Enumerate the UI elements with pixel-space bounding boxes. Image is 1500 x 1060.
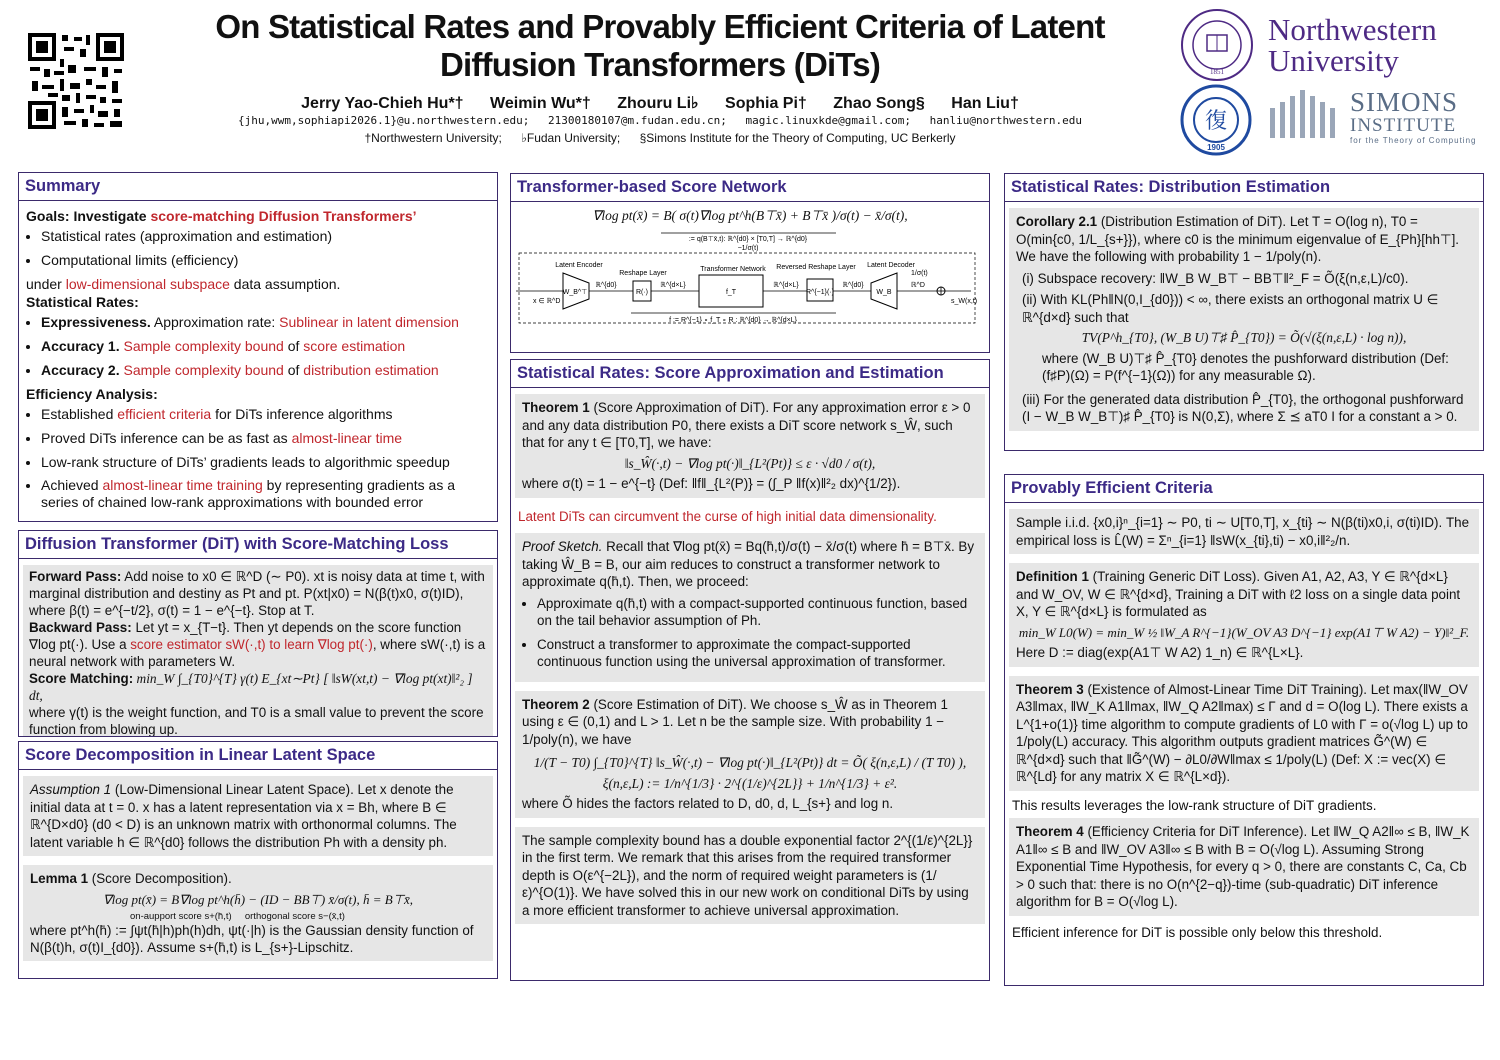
corollary-item: (ii) With KL(Ph‖N(0,I_{d0})) < ∞, there exists an orthogonal matrix U ∈ ℝ^{d×d} such that [1022,292,1439,325]
rd0b-label: ℝ^{d0} [842,282,864,289]
author: Weimin Wu*† [490,95,591,112]
panel-title: Score Decomposition in Linear Latent Space [19,742,497,770]
list-item: • Accuracy 1. Sample complexity bound of score estimation [41,337,490,355]
sigma-label: 1/σ(t) [911,270,928,277]
list-item: • Achieved almost-linear time training by representing gradients as a series of chained low-rank approximations with bounded error [41,477,490,511]
reshape-box: R(·) [635,289,649,296]
corollary-item: (iii) For the generated data distribution P̂_{T0}, the orthogonal pushforward (I − W_B W_B⊤)♯ P̂_{T0} is N(0,Σ), where Σ ⪯ aT0 I for a constant a > 0. [1022,391,1464,424]
logo-line: INSTITUTE [1350,115,1457,136]
brace-label: := q(B⊤x̄,t): ℝ^{d0} × [T0,T] → ℝ^{d0} [688,236,808,243]
email: hanliu@northwestern.edu [929,114,1082,127]
theorem-equation: ξ(n,ε,L) := 1/n^{1/3} · 2^{(1/ε)^{2L}} + 1/n^{1/3} + ε². [602,775,898,791]
rinv-box: R^{−1}(·) [806,289,834,296]
qr-code[interactable] [28,33,124,129]
logo-line: University [1268,43,1399,78]
list-item: • Established efficient criteria for DiTs inference algorithms [41,405,490,423]
list-item: • Expressiveness. Approximation rate: Sublinear in latent dimension [41,313,490,331]
author: Zhouru Li♭ [617,95,699,112]
latent-encoder-label: Latent Encoder [555,262,603,269]
assumption-text: (Low-Dimensional Linear Latent Space). Let x denote the initial data at t = 0. x has a latent representation via x = Bh, where B ∈ ℝ^{D×d0} (d0 < D) is an unknown matrix with orthonormal columns. The latent variable h ∈ ℝ^{d0} follows the distribution Ph with a density ph. [30,782,457,850]
distribution-rates-panel: Statistical Rates: Distribution Estimation Corollary 2.1 (Distribution Estimation of DiT). Let T = O(log n), T0 = O(min{c0, 1/L_{s+}}), where c0 is the minimum eigenvalue of E_{Ph}[hh⊤]. We have the following with probability 1 − 1/poly(n). (i) Subspace recovery: ‖W_B W_B⊤ − BB⊤‖²_F = Õ(ξ(n,ε,L)/c0). (ii) With KL(Ph‖N(0,I_{d0})) < ∞, there exists an orthogonal matrix U ∈ ℝ^{d×d} such that TV(P^h_{T0}, (W_B U)⊤♯ P̂_{T0}) = Õ(√(ξ(n,ε,L) · log n)), where (W_B U)⊤♯ P̂_{T0} denotes the pushforward distribution (Def: (f♯P)(Ω) = P(f^{−1}(Ω)) for any measurable Ω). (iii) For the generated data distribution P̂_{T0}, the orthogonal pushforward (I − W_B W_B⊤)♯ P̂_{T0} is N(0,Σ), where Σ ⪯ aT0 I for a constant a > 0. [1004,173,1484,451]
affiliation: ♭Fudan University; [521,131,621,145]
transformer-label: Transformer Network [700,266,766,273]
highlight-line: Latent DiTs can circumvent the curse of high initial data dimensionality. [518,508,937,524]
reversed-reshape-label: Reversed Reshape Layer [776,264,856,271]
theorem-tail: where σ(t) = 1 − e^{−t} (Def: ‖f‖_{L²(P)} = (∫_P ‖f(x)‖²₂ dx)^{1/2}). [522,476,901,491]
simons-logo-icon [1268,88,1340,148]
goals-line: Goals: Investigate score-matching Diffusion Transformers’ [26,208,417,224]
logo-line: SIMONS [1350,87,1459,117]
theorem-note: Efficient inference for DiT is possible only below this threshold. [1012,924,1383,940]
affiliation-list [150,131,1170,145]
email: 21300180107@m.fudan.edu.cn; [548,114,727,127]
latent-decoder-label: Latent Decoder [867,262,915,269]
network-equation: ∇log pt(x̄) = B( σ(t)∇log pt^h(B⊤x̄) + B⊤x̄ )/σ(t) − x̄/σ(t), [592,208,908,223]
panel-title: Summary [19,173,497,201]
list-item: • Approximate q(h̄,t) with a compact-supported continuous function, based on the tail behavior assumption of Ph. [537,595,978,630]
definition-equation: min_W L0(W) = min_W ½ ‖W_A R^{−1}(W_OV A3 D^{−1} exp(A1⊤ W A2) − Y)‖²_F. [1018,624,1470,640]
minus-label: −1/σ(t) [737,245,759,252]
under-line: under low-dimensional subspace data assumption. [26,276,341,292]
network-panel [510,173,990,353]
backward-pass: Backward Pass: Let yt = x_{T−t}. Then yt depends on the score function ∇log pt(·). Use a score estimator sW(·,t) to learn ∇log pt(·), where sW(·,t) is a neural network with parameters W. [29,620,486,669]
affiliation: §Simons Institute for the Theory of Computing, UC Berkerly [639,131,956,145]
sample-box: Sample i.i.d. {x0,i}ⁿ_{i=1} ∼ P0, ti ∼ U[T0,T], x_{ti} ∼ N(β(ti)x0,i, σ(ti)ID). The empirical loss is L̂(W) = Σⁿ_{i=1} ‖sW(x_{ti},ti) − x0,i‖²₂/n. [1009,509,1479,554]
input-label: x ∈ ℝ^D [533,298,561,305]
northwestern-logo [1268,14,1437,76]
criteria-panel: Provably Efficient Criteria Sample i.i.d. {x0,i}ⁿ_{i=1} ∼ P0, ti ∼ U[T0,T], x_{ti} ∼ N(β(ti)x0,i, σ(ti)ID). The empirical loss is L̂(W) = Σⁿ_{i=1} ‖sW(x_{ti},ti) − x0,i‖²₂/n. Definition 1 (Training Generic DiT Loss). Given A1, A2, A3, Y ∈ ℝ^{d×L} and W_OV, W ∈ ℝ^{d×d}, Training a DiT with ℓ2 loss on a single data point X, Y ∈ ℝ^{d×L} is formulated as min_W L0(W) = min_W ½ ‖W_A R^{−1}(W_OV A3 D^{−1} exp(A1⊤ W A2) − Y)‖²_F. Here D := diag(exp(A1⊤ W A2) 1_n) ∈ ℝ^{L×L}. Theorem 3 (Existence of Almost-Linear Time DiT Training). Let max(‖W_OV A3‖max, ‖W_K A1‖max, ‖W_Q A2‖max) ≤ Γ and d = O(log L). There exists a L^{1+o(1)} time algorithm to compute gradients of L0 with Γ = o(√log L) up to 1/poly(L) accuracy. This algorithm outputs gradient matrices G̃^(W) ∈ ℝ^{d×d} such that ‖G̃^(W) − ∂L0/∂W‖max ≤ 1/poly(L) (Def: X := vec(X) ∈ ℝ^{Ld} for any matrix X ∈ ℝ^{L×d}). This results leverages the low-rank structure of DiT gradients. Theorem 4 (Efficiency Criteria for DiT Inference). Let ‖W_Q A2‖∞ ≤ B, ‖W_K A1‖∞ ≤ B and ‖W_OV A3‖∞ ≤ B with B = O(√log L). Assuming Strong Exponential Time Hypothesis, for every q > 0, there are constants C, Ca, Cb > 0 such that: there is no O(n^{2−q})-time (sub-quadratic) DiT inference algorithm for B = O(√log L). Efficient inference for DiT is possible only below this threshold. [1004,474,1484,986]
bottom-brace-label: f := R^{−1} ∘ f_T ∘ R : ℝ^{d0} → ℝ^{d×L} [669,317,797,324]
forward-pass: Forward Pass: Add noise to x0 ∈ ℝ^D (∼ P0). xt is noisy data at time t, with marginal distribution and destiny as Pt and pt. P(xt|x0) = N(β(t)x0, σ(t)ID), where β(t) = e^{−t/2}, σ(t) = 1 − e^{−t}. Stop at T. [29,569,485,618]
panel-title: Statistical Rates: Score Approximation and Estimation [511,360,989,388]
equation-annotations: on-aupport score s+(h̄,t) orthogonal score s−(x̄,t) [130,911,345,922]
panel-title: Statistical Rates: Distribution Estimation [1005,174,1483,202]
score-matching: Score Matching: min_W ∫_{T0}^{T} γ(t) E_{xt∼Pt} [ ‖sW(xt,t) − ∇log pt(xt)‖²₂ ] dt, [29,671,473,703]
dit-panel [18,530,498,737]
list-item: • Statistical rates (approximation and estimation) [41,227,490,245]
ft-box: f_T [725,289,737,296]
seal-year: 1905 [1207,143,1225,152]
theorem-equation: ‖s_Ŵ(·,t) − ∇log pt(·)‖_{L²(Pt)} ≤ ε · √d0 / σ(t), [624,455,876,471]
theorem-text: (Score Approximation of DiT). For any approximation error ε > 0 and any data distribution P0, there exists a DiT score network s_Ŵ, such that for any t ∈ [T0,T], we have: [522,400,971,450]
email: magic.linuxkde@gmail.com; [745,114,912,127]
email-list [150,114,1170,127]
logo-line: for the Theory of Computing [1350,136,1477,145]
lemma-tail: where pt^h(h̄) := ∫ψt(h̄|h)ph(h)dh, ψt(·|h) is the Gaussian density function of N(β(t)h, σ(t)I_{d0}). Assume s+(h̄,t) is L_{s+}-Lipschitz. [30,923,474,955]
list-item: • Construct a transformer to approximate the compact-supported continuous function using the universal approximation of transformer. [537,636,978,671]
author: Zhao Song§ [833,95,925,112]
seal-year: 1851 [1210,68,1224,76]
list-item: • Accuracy 2. Sample complexity bound of distribution estimation [41,361,490,379]
rdl-label: ℝ^{d×L} [660,282,686,289]
corollary-equation: TV(P^h_{T0}, (W_B U)⊤♯ P̂_{T0}) = Õ(√(ξ(n,ε,L) · log n)), [1081,330,1407,345]
panel-title: Transformer-based Score Network [511,174,989,202]
remark-box: The sample complexity bound has a double exponential factor 2^{(1/ε)^{2L}} in the first term. We remark that this arises from the required transformer depth is O(ε^{−2L}), and the norm of required weight parameters is (1/ε)^{O(1)}. We have solved this in our new work on conditional DiTs by using a more efficient transformer to achieve universal approximation. [515,827,985,925]
panel-title: Provably Efficient Criteria [1005,475,1483,503]
rd0-label: ℝ^{d0} [595,282,617,289]
affiliation: †Northwestern University; [364,131,502,145]
author: Sophia Pi† [725,95,807,112]
fudan-seal-icon [1180,84,1252,156]
corollary-item: (i) Subspace recovery: ‖W_B W_B⊤ − BB⊤‖²_F = Õ(ξ(n,ε,L)/c0). [1022,270,1409,286]
northwestern-seal-icon [1180,8,1254,82]
svg-text:復: 復 [1204,109,1228,134]
lemma-equation: ∇log pt(x̄) = B∇log pt^h(h̄) − (ID − BB⊤) x̄/σ(t), h̄ = B⊤x̄, [102,891,414,907]
corollary-item: where (W_B U)⊤♯ P̂_{T0} denotes the pushforward distribution (Def: (f♯P)(Ω) = P(f^{−1}(Ω)) for any measurable Ω). [1042,350,1449,383]
score-rates-panel: Statistical Rates: Score Approximation and Estimation Theorem 1 (Score Approximation of DiT). For any approximation error ε > 0 and any data distribution P0, there exists a DiT score network s_Ŵ, such that for any t ∈ [T0,T], we have: ‖s_Ŵ(·,t) − ∇log pt(·)‖_{L²(Pt)} ≤ ε · √d0 / σ(t), where σ(t) = 1 − e^{−t} (Def: ‖f‖_{L²(P)} = (∫_P ‖f(x)‖²₂ dx)^{1/2}). Latent DiTs can circumvent the curse of high initial data dimensionality. Proof Sketch. Recall that ∇log pt(x̄) = Bq(h̄,t)/σ(t) − x̄/σ(t) where h̄ = B⊤x̄. By taking Ŵ_B = B, our aim reduces to construct a transformer network to approximate q(h̄,t). Then, we proceed: • Approximate q(h̄,t) with a compact-supported continuous function, based on the tail behavior assumption of Ph. • Construct a transformer to approximate the compact-supported continuous function using the universal approximation of transformer. Theorem 2 (Score Estimation of DiT). We choose s_Ŵ as in Theorem 1 using ε ∈ (0,1) and L > 1. Let n be the sample size. With probability 1 − 1/poly(n), we have 1/(T − T0) ∫_{T0}^{T} ‖s_Ŵ(·,t) − ∇log pt(·)‖_{L²(Pt)} dt = Õ( ξ(n,ε,L) / (T T0) ), ξ(n,ε,L) := 1/n^{1/3} · 2^{(1/ε)^{2L}} + 1/n^{1/3} + ε². where Õ hides the factors related to D, d0, d, L_{s+} and log n. The sample complexity bound has a double exponential factor 2^{(1/ε)^{2L}} in the first term. We remark that this arises from the required transformer depth is O(ε^{−2L}), and the norm of required weight parameters is (1/ε)^{O(1)}. We have solved this in our new work on conditional DiTs by using a more efficient transformer to achieve universal approximation. [510,359,990,981]
encoder-label: W_B^⊤ [562,289,588,296]
theorem-tail: where Õ hides the factors related to D, d0, d, L_{s+} and log n. [522,796,894,811]
list-item: • Computational limits (efficiency) [41,251,490,269]
theorem-note: This results leverages the low-rank structure of DiT gradients. [1012,797,1377,813]
logo-line: Northwestern [1268,12,1437,47]
simons-logo [1350,88,1490,146]
author: Jerry Yao-Chieh Hu*† [301,95,464,112]
network-diagram [511,227,989,337]
rdl2-label: ℝ^{d×L} [773,282,799,289]
reshape-label: Reshape Layer [619,270,667,277]
definition-tail: Here D := diag(exp(A1⊤ W A2) 1_n) ∈ ℝ^{L×L}. [1016,645,1304,660]
author-list [150,93,1170,113]
theorem-equation: 1/(T − T0) ∫_{T0}^{T} ‖s_Ŵ(·,t) − ∇log pt(·)‖_{L²(Pt)} dt = Õ( ξ(n,ε,L) / (T T0) ), [533,755,967,770]
list-item: • Low-rank structure of DiTs’ gradients leads to algorithmic speedup [41,453,490,471]
poster-title: On Statistical Rates and Provably Efficient Criteria of Latent Diffusion Transformers (DiTs) [215,8,1105,83]
decomposition-panel: Score Decomposition in Linear Latent Space Assumption 1 (Low-Dimensional Linear Latent Space). Let x denote the initial data at t = 0. x has a latent representation via x = Bh, where B ∈ ℝ^{D×d0} (d0 < D) is an unknown matrix with orthonormal columns. The latent variable h ∈ ℝ^{d0} follows the distribution Ph with a density ph. Lemma 1 (Score Decomposition). ∇log pt(x̄) = B∇log pt^h(h̄) − (ID − BB⊤) x̄/σ(t), h̄ = B⊤x̄, on-aupport score s+(h̄,t) orthogonal score s−(x̄,t) where pt^h(h̄) := ∫ψt(h̄|h)ph(h)dh, ψt(·|h) is the Gaussian density function of N(β(t)h, σ(t)I_{d0}). Assume s+(h̄,t) is L_{s+}-Lipschitz. [18,741,498,979]
section-heading: Efficiency Analysis: [26,386,158,402]
rD-label: ℝ^D [911,282,925,289]
output-label: s_W(x,t) [951,298,978,305]
summary-panel [18,172,498,522]
author: Han Liu† [951,95,1019,112]
email: {jhu,wwm,sophiapi2026.1}@u.northwestern.edu; [238,114,530,127]
panel-title: Diffusion Transformer (DiT) with Score-Matching Loss [19,531,497,559]
section-heading: Statistical Rates: [26,294,139,310]
score-matching-note: where γ(t) is the weight function, and T0 is a small value to prevent the score function from blowing up. [29,705,484,737]
decoder-label: W_B [876,289,892,296]
list-item: • Proved DiTs inference can be as fast as almost-linear time [41,429,490,447]
